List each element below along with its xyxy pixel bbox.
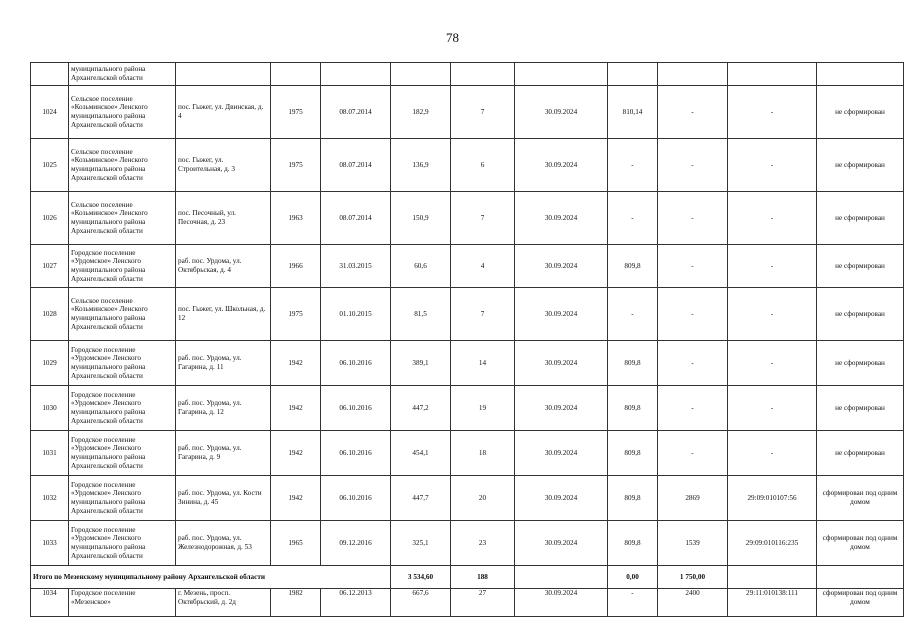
cadastral-number: - <box>728 139 817 192</box>
cadastral-number: - <box>728 245 817 288</box>
build-year: 1975 <box>271 86 321 139</box>
house-address: раб. пос. Урдома, ул. Гагарина, д. 11 <box>176 341 271 386</box>
table-row <box>31 63 904 86</box>
row-number: 1031 <box>31 431 69 476</box>
land-status: не сформирован <box>817 86 904 139</box>
recognition-date <box>321 63 391 86</box>
land-area: - <box>658 288 728 341</box>
house-area: 81,5 <box>391 288 451 341</box>
cost-value <box>608 63 658 86</box>
resettlement-deadline: 30.09.2024 <box>515 288 608 341</box>
house-area: 60,6 <box>391 245 451 288</box>
recognition-date: 06.10.2016 <box>321 341 391 386</box>
total-row <box>31 566 904 589</box>
resettlement-deadline <box>515 63 608 86</box>
total-area: 3 534,60 <box>391 566 451 589</box>
resettlement-deadline: 30.09.2024 <box>515 476 608 521</box>
row-number: 1025 <box>31 139 69 192</box>
residents-count: 20 <box>451 476 515 521</box>
build-year: 1982 <box>271 589 321 617</box>
cost-value: - <box>608 192 658 245</box>
build-year: 1942 <box>271 431 321 476</box>
recognition-date: 06.12.2013 <box>321 589 391 617</box>
settlement-name: Сельское поселение «Козьминское» Ленского муниципального района Архангельской области <box>69 288 176 341</box>
land-status: сформирован под одним домом <box>817 476 904 521</box>
page-number: 78 <box>446 30 459 45</box>
residents-count: 4 <box>451 245 515 288</box>
resettlement-deadline: 30.09.2024 <box>515 341 608 386</box>
land-status: сформирован под одним домом <box>817 521 904 566</box>
land-status: не сформирован <box>817 139 904 192</box>
residents-count: 6 <box>451 139 515 192</box>
land-status: не сформирован <box>817 192 904 245</box>
build-year: 1942 <box>271 476 321 521</box>
build-year: 1942 <box>271 341 321 386</box>
house-area: 136,9 <box>391 139 451 192</box>
cadastral-number: - <box>728 431 817 476</box>
cadastral-number: - <box>728 386 817 431</box>
land-area <box>658 63 728 86</box>
settlement-name: Городское поселение «Мезенское» <box>69 589 176 617</box>
land-area: 2869 <box>658 476 728 521</box>
residents-count <box>451 63 515 86</box>
residents-count: 14 <box>451 341 515 386</box>
row-number <box>31 63 69 86</box>
house-area: 667,6 <box>391 589 451 617</box>
row-number: 1034 <box>31 589 69 617</box>
cost-value: 809,8 <box>608 341 658 386</box>
cadastral-number: - <box>728 192 817 245</box>
row-number: 1024 <box>31 86 69 139</box>
resettlement-deadline: 30.09.2024 <box>515 139 608 192</box>
resettlement-deadline: 30.09.2024 <box>515 431 608 476</box>
cost-value: - <box>608 139 658 192</box>
row-number: 1027 <box>31 245 69 288</box>
cost-value: 809,8 <box>608 521 658 566</box>
build-year: 1975 <box>271 139 321 192</box>
settlement-name: Городское поселение «Урдомское» Ленского муниципального района Архангельской области <box>69 245 176 288</box>
settlement-name: Сельское поселение «Козьминское» Ленского муниципального района Архангельской области <box>69 86 176 139</box>
house-area: 325,1 <box>391 521 451 566</box>
recognition-date: 06.10.2016 <box>321 386 391 431</box>
recognition-date: 08.07.2014 <box>321 86 391 139</box>
table-row <box>31 476 904 521</box>
land-area: - <box>658 341 728 386</box>
cadastral-number: - <box>728 288 817 341</box>
house-address: раб. пос. Урдома, ул. Железнодорожная, д. 53 <box>176 521 271 566</box>
house-address: г. Мезень, просп. Октябрьский, д. 2д <box>176 589 271 617</box>
resettlement-deadline: 30.09.2024 <box>515 386 608 431</box>
land-area: - <box>658 139 728 192</box>
house-address: раб. пос. Урдома, ул. Гагарина, д. 9 <box>176 431 271 476</box>
row-number: 1030 <box>31 386 69 431</box>
cost-value: - <box>608 589 658 617</box>
cost-value: - <box>608 288 658 341</box>
land-area: - <box>658 245 728 288</box>
total-empty <box>728 566 817 589</box>
settlement-name: Городское поселение «Урдомское» Ленского муниципального района Архангельской области <box>69 431 176 476</box>
house-area: 447,2 <box>391 386 451 431</box>
house-area: 182,9 <box>391 86 451 139</box>
land-status: не сформирован <box>817 386 904 431</box>
build-year: 1963 <box>271 192 321 245</box>
row-number: 1032 <box>31 476 69 521</box>
build-year <box>271 63 321 86</box>
resettlement-deadline: 30.09.2024 <box>515 86 608 139</box>
resettlement-deadline: 30.09.2024 <box>515 245 608 288</box>
build-year: 1942 <box>271 386 321 431</box>
land-area: - <box>658 86 728 139</box>
residents-count: 7 <box>451 86 515 139</box>
table-row <box>31 386 904 431</box>
house-address: раб. пос. Урдома, ул. Гагарина, д. 12 <box>176 386 271 431</box>
settlement-name: Городское поселение «Урдомское» Ленского муниципального района Архангельской области <box>69 476 176 521</box>
settlement-name: Сельское поселение «Козьминское» Ленского муниципального района Архангельской области <box>69 139 176 192</box>
table-row <box>31 521 904 566</box>
build-year: 1966 <box>271 245 321 288</box>
recognition-date: 09.12.2016 <box>321 521 391 566</box>
cadastral-number <box>728 63 817 86</box>
table-row <box>31 341 904 386</box>
resettlement-deadline: 30.09.2024 <box>515 521 608 566</box>
row-number: 1028 <box>31 288 69 341</box>
table-row <box>31 139 904 192</box>
table-row <box>31 192 904 245</box>
land-status: не сформирован <box>817 431 904 476</box>
resettlement-deadline: 30.09.2024 <box>515 589 608 617</box>
house-area: 447,7 <box>391 476 451 521</box>
residents-count: 23 <box>451 521 515 566</box>
house-area <box>391 63 451 86</box>
house-address: пос. Песочный, ул. Песочная, д. 23 <box>176 192 271 245</box>
cost-value: 809,8 <box>608 476 658 521</box>
settlement-name: муниципального района Архангельской области <box>69 63 176 86</box>
total-label: Итого по Мезенскому муниципальному району Архангельской области <box>31 566 391 589</box>
house-area: 454,1 <box>391 431 451 476</box>
build-year: 1965 <box>271 521 321 566</box>
cost-value: 809,8 <box>608 245 658 288</box>
total-land-area: 1 750,00 <box>658 566 728 589</box>
recognition-date: 06.10.2016 <box>321 431 391 476</box>
land-status <box>817 63 904 86</box>
recognition-date: 31.03.2015 <box>321 245 391 288</box>
table-row <box>31 589 904 617</box>
land-status: не сформирован <box>817 245 904 288</box>
house-area: 150,9 <box>391 192 451 245</box>
house-address: пос. Гыжег, ул. Школьная, д. 12 <box>176 288 271 341</box>
recognition-date: 01.10.2015 <box>321 288 391 341</box>
land-area: 2400 <box>658 589 728 617</box>
table-row <box>31 288 904 341</box>
settlement-name: Сельское поселение «Козьминское» Ленского муниципального района Архангельской области <box>69 192 176 245</box>
total-empty <box>817 566 904 589</box>
cost-value: 809,8 <box>608 431 658 476</box>
house-address: раб. пос. Урдома, ул. Октябрьская, д. 4 <box>176 245 271 288</box>
table-row <box>31 86 904 139</box>
row-number: 1026 <box>31 192 69 245</box>
cost-value: 809,8 <box>608 386 658 431</box>
cadastral-number: - <box>728 341 817 386</box>
recognition-date: 08.07.2014 <box>321 192 391 245</box>
residents-count: 7 <box>451 288 515 341</box>
residents-count: 7 <box>451 192 515 245</box>
settlement-name: Городское поселение «Урдомское» Ленского муниципального района Архангельской области <box>69 521 176 566</box>
recognition-date: 08.07.2014 <box>321 139 391 192</box>
land-status: сформирован под одним домом <box>817 589 904 617</box>
land-status: не сформирован <box>817 288 904 341</box>
table-row <box>31 245 904 288</box>
house-address: пос. Гыжег, ул. Строительная, д. 3 <box>176 139 271 192</box>
housing-registry-table <box>30 62 904 617</box>
house-address: пос. Гыжег, ул. Двинская, д. 4 <box>176 86 271 139</box>
resettlement-deadline: 30.09.2024 <box>515 192 608 245</box>
total-cost: 0,00 <box>608 566 658 589</box>
table-row <box>31 431 904 476</box>
row-number: 1033 <box>31 521 69 566</box>
house-address: раб. пос. Урдома, ул. Кости Зинина, д. 45 <box>176 476 271 521</box>
land-status: не сформирован <box>817 341 904 386</box>
cost-value: 810,14 <box>608 86 658 139</box>
residents-count: 19 <box>451 386 515 431</box>
residents-count: 18 <box>451 431 515 476</box>
build-year: 1975 <box>271 288 321 341</box>
cadastral-number: - <box>728 86 817 139</box>
residents-count: 27 <box>451 589 515 617</box>
land-area: - <box>658 386 728 431</box>
cadastral-number: 29:09:010107:56 <box>728 476 817 521</box>
settlement-name: Городское поселение «Урдомское» Ленского муниципального района Архангельской области <box>69 341 176 386</box>
recognition-date: 06.10.2016 <box>321 476 391 521</box>
total-residents: 188 <box>451 566 515 589</box>
house-area: 389,1 <box>391 341 451 386</box>
land-area: - <box>658 192 728 245</box>
land-area: - <box>658 431 728 476</box>
settlement-name: Городское поселение «Урдомское» Ленского муниципального района Архангельской области <box>69 386 176 431</box>
total-empty <box>515 566 608 589</box>
land-area: 1539 <box>658 521 728 566</box>
house-address <box>176 63 271 86</box>
cadastral-number: 29:09:010116:235 <box>728 521 817 566</box>
cadastral-number: 29:11:010138:111 <box>728 589 817 617</box>
row-number: 1029 <box>31 341 69 386</box>
